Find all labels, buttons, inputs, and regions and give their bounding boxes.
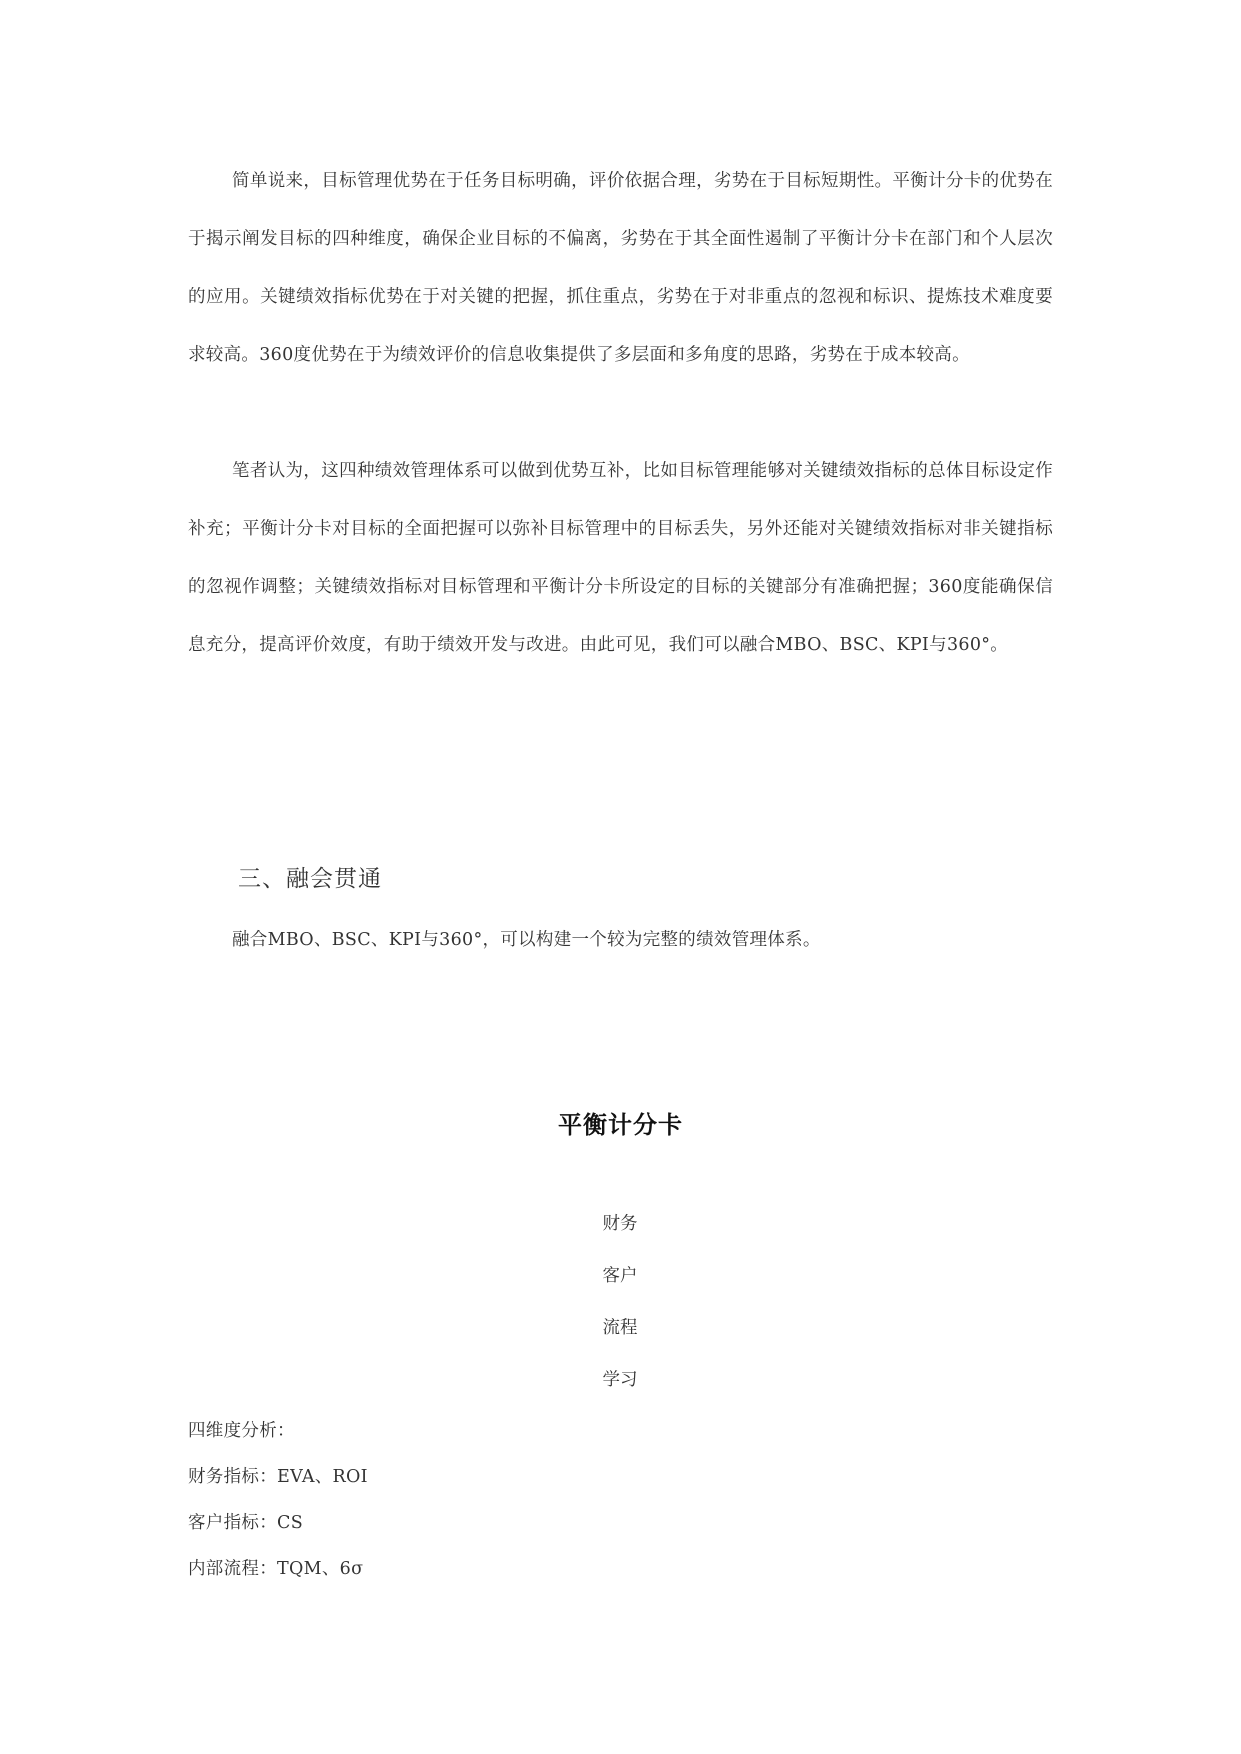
bsc-dimension-list: [560, 1198, 680, 1406]
analysis-item-finance: 财务指标：EVA、ROI: [188, 1467, 368, 1487]
analysis-item-process: 内部流程：TQM、6σ: [188, 1559, 364, 1579]
section-heading: 三、融会贯通: [238, 866, 382, 892]
dimension-item-learning: 学习: [602, 1370, 638, 1390]
analysis-heading: 四维度分析：: [188, 1421, 295, 1441]
bsc-title: 平衡计分卡: [558, 1110, 683, 1139]
dimension-item-finance: 财务: [602, 1214, 638, 1234]
paragraph-author-opinion: 笔者认为，这四种绩效管理体系可以做到优势互补，比如目标管理能够对关键绩效指标的总体目标设定作补充；平衡计分卡对目标的全面把握可以弥补目标管理中的目标丢失，另外还能对关键绩效指标对非关键指标的忽视作调整；关键绩效指标对目标管理和平衡计分卡所设定的目标的关键部分有准确把握；360度能确保信息充分，提高评价效度，有助于绩效开发与改进。由此可见，我们可以融合MBO、BSC、KPI与360°。: [188, 461, 1053, 655]
dimension-item-customer: 客户: [602, 1266, 638, 1286]
dimension-item-process: 流程: [602, 1318, 638, 1338]
analysis-list: [188, 1408, 368, 1592]
paragraph-comparison-summary: 简单说来，目标管理优势在于任务目标明确，评价依据合理，劣势在于目标短期性。平衡计分卡的优势在于揭示阐发目标的四种维度，确保企业目标的不偏离，劣势在于其全面性遏制了平衡计分卡在部门和个人层次的应用。关键绩效指标优势在于对关键的把握，抓住重点，劣势在于对非重点的忽视和标识、提炼技术难度要求较高。360度优势在于为绩效评价的信息收集提供了多层面和多角度的思路，劣势在于成本较高。: [188, 171, 1053, 365]
analysis-item-customer: 客户指标：CS: [188, 1513, 303, 1533]
section-text: 融合MBO、BSC、KPI与360°，可以构建一个较为完整的绩效管理体系。: [232, 930, 821, 950]
